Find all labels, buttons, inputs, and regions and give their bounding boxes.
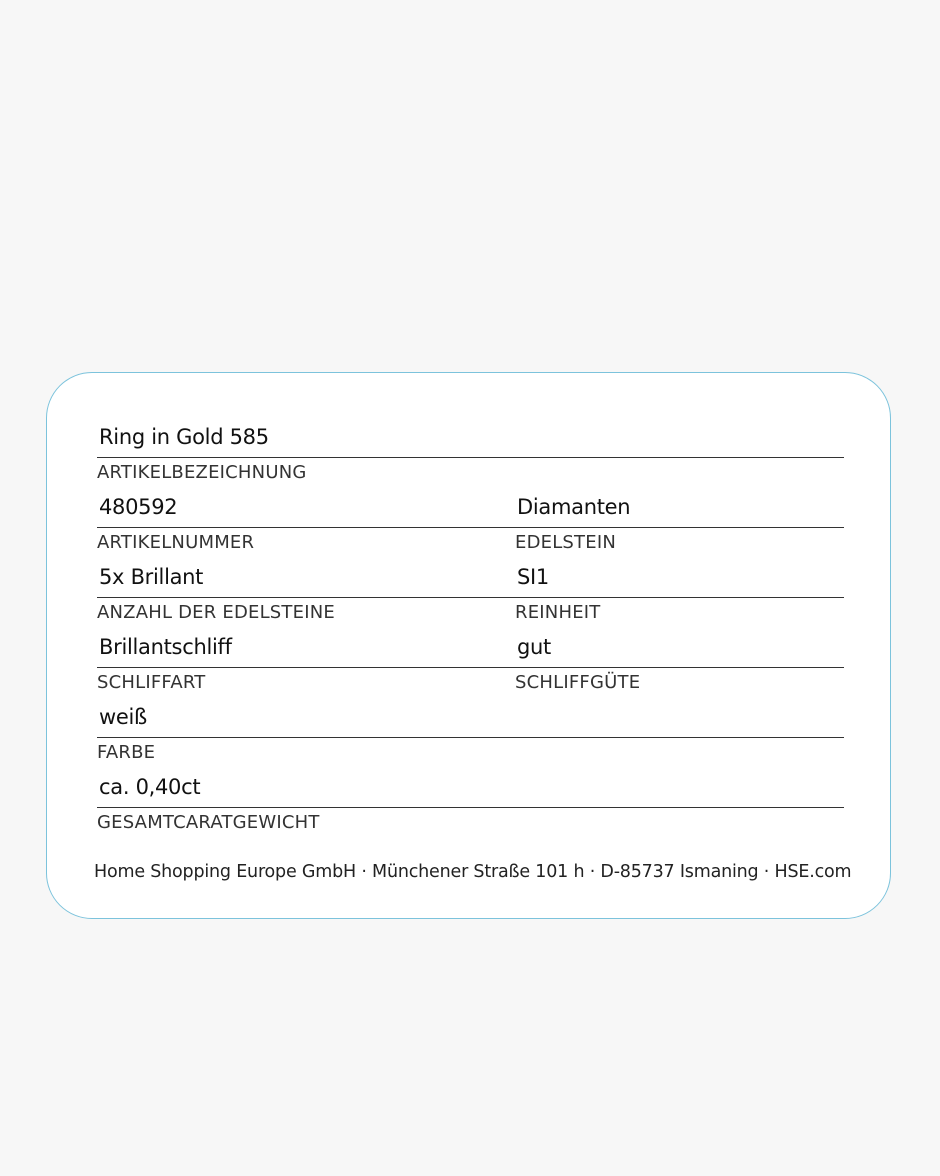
divider [97,597,515,598]
clarity-label: REINHEIT [515,602,601,623]
divider [97,527,515,528]
divider [97,807,844,808]
field-artikelnummer [97,495,515,555]
article-number-label: ARTIKELNUMMER [97,532,255,553]
field-farbe [97,705,844,765]
divider [97,667,515,668]
article-number-value: 480592 [99,495,178,519]
divider [515,667,844,668]
gemstone-label: EDELSTEIN [515,532,617,553]
field-anzahl-edelsteine [97,565,515,625]
cut-type-value: Brillantschliff [99,635,232,659]
field-artikelbezeichnung [97,425,844,485]
product-name-value: Ring in Gold 585 [99,425,269,449]
cut-grade-value: gut [517,635,551,659]
cut-type-label: SCHLIFFART [97,672,206,693]
product-name-label: ARTIKELBEZEICHNUNG [97,462,307,483]
clarity-value: SI1 [517,565,549,589]
gemstone-count-label: ANZAHL DER EDELSTEINE [97,602,335,623]
cut-grade-label: SCHLIFFGÜTE [515,672,641,693]
total-carat-label: GESAMTCARATGEWICHT [97,812,320,833]
divider [97,457,844,458]
product-info-card [46,372,891,919]
gemstone-count-value: 5x Brillant [99,565,204,589]
field-reinheit [515,565,844,625]
field-gesamtcaratgewicht [97,775,844,835]
divider [515,527,844,528]
color-value: weiß [99,705,147,729]
divider [515,597,844,598]
gemstone-value: Diamanten [517,495,631,519]
field-schliffguete [515,635,844,695]
company-footer: Home Shopping Europe GmbH · Münchener Straße 101 h · D-85737 Ismaning · HSE.com [94,862,852,882]
color-label: FARBE [97,742,156,763]
divider [97,737,844,738]
field-edelstein [515,495,844,555]
total-carat-value: ca. 0,40ct [99,775,201,799]
field-schliffart [97,635,515,695]
